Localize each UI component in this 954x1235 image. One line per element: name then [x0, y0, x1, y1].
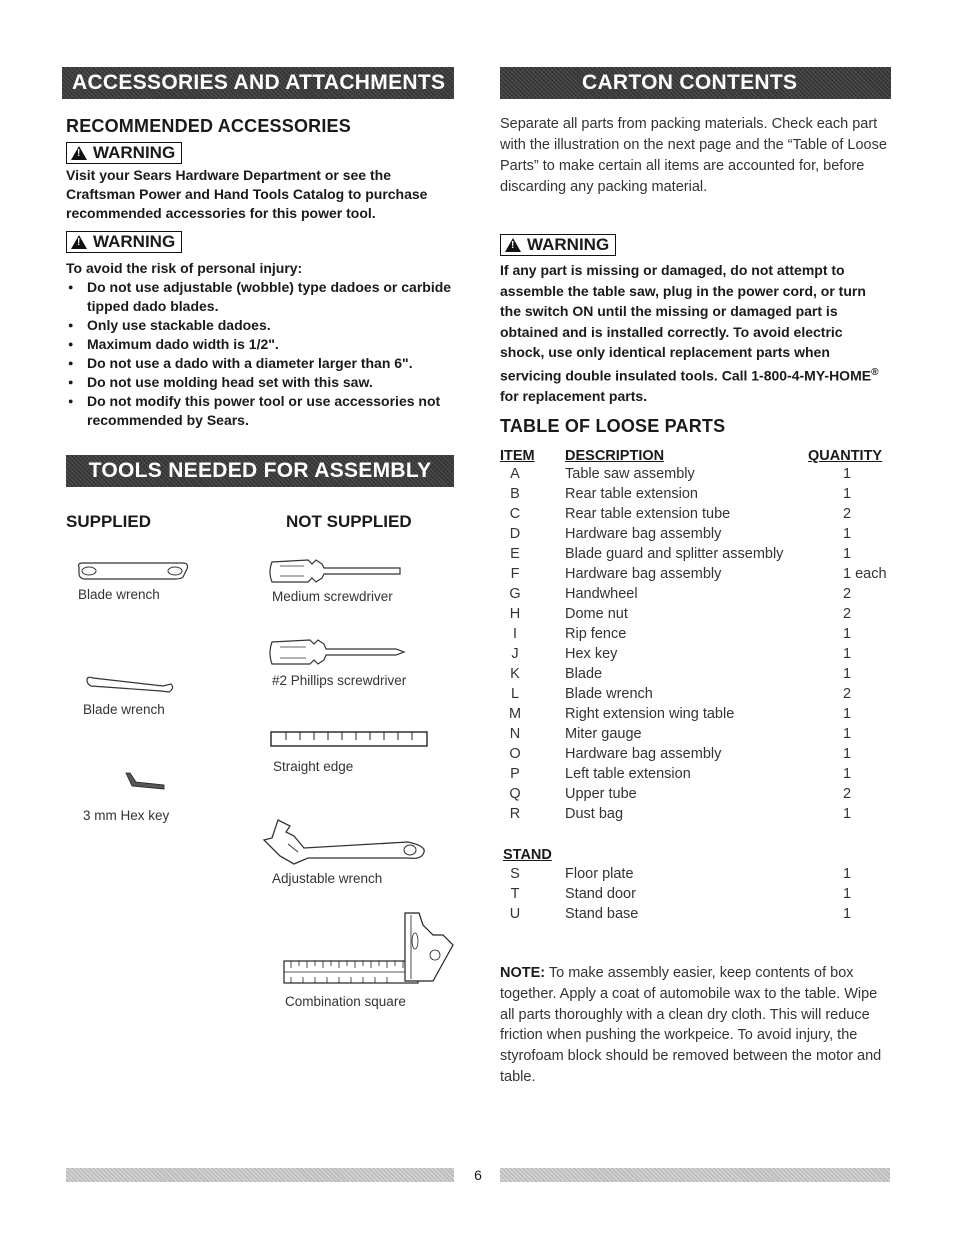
part-item-letter: R	[509, 806, 521, 822]
part-quantity: 2	[843, 506, 852, 522]
part-quantity: 1	[843, 486, 852, 502]
part-item-letter: M	[508, 706, 522, 722]
part-description: Stand door	[565, 886, 636, 902]
part-quantity: 2	[843, 686, 852, 702]
part-description: Stand base	[565, 906, 639, 922]
warning-triangle-icon	[505, 238, 521, 252]
table-row	[500, 746, 900, 766]
part-description: Blade	[565, 666, 603, 682]
part-quantity: 1	[843, 906, 852, 922]
part-quantity: 1	[843, 886, 852, 902]
part-item-letter: Q	[509, 786, 521, 802]
part-item-letter: E	[510, 546, 520, 562]
part-description: Rear table extension	[565, 486, 698, 502]
supplied-tool-caption: 3 mm Hex key	[83, 808, 170, 823]
part-description: Hardware bag assembly	[565, 566, 722, 582]
part-description: Rip fence	[565, 626, 627, 642]
not-supplied-tool-caption: Adjustable wrench	[272, 871, 383, 886]
part-description: Hardware bag assembly	[565, 526, 722, 542]
part-description: Left table extension	[565, 766, 691, 782]
table-row	[500, 886, 900, 906]
part-description: Blade guard and splitter assembly	[565, 546, 784, 562]
table-row	[500, 566, 900, 586]
warning-box-3	[500, 234, 616, 256]
blade-wrench-icon	[75, 561, 191, 581]
combination-square-icon	[283, 911, 455, 987]
not-supplied-heading: NOT SUPPLIED	[286, 512, 412, 531]
part-quantity: 1	[843, 806, 852, 822]
part-item-letter: F	[510, 566, 520, 582]
warning-label: WARNING	[527, 235, 610, 254]
warning-bullet-item: ● Do not use molding head set with this saw.	[66, 373, 458, 392]
supplied-tool-caption: Blade wrench	[83, 702, 165, 717]
supplied-heading: SUPPLIED	[66, 512, 152, 531]
part-description: Right extension wing table	[565, 706, 735, 722]
col-description-header: DESCRIPTION	[565, 448, 665, 464]
not-supplied-tool-caption: #2 Phillips screwdriver	[272, 673, 407, 688]
warning-label: WARNING	[93, 232, 176, 251]
table-row	[500, 466, 900, 486]
part-item-letter: T	[510, 886, 520, 902]
table-of-loose-parts-heading: TABLE OF LOOSE PARTS	[500, 416, 726, 436]
table-row	[500, 726, 900, 746]
tools-banner: TOOLS NEEDED FOR ASSEMBLY	[66, 455, 454, 487]
blade-wrench-icon	[85, 674, 175, 696]
part-item-letter: J	[511, 646, 519, 662]
not-supplied-tool-caption: Straight edge	[273, 759, 354, 774]
part-quantity: 1	[843, 646, 852, 662]
accessories-banner: ACCESSORIES AND ATTACHMENTS	[62, 67, 454, 99]
part-description: Hex key	[565, 646, 618, 662]
table-row	[500, 546, 900, 566]
part-quantity: 1	[843, 766, 852, 782]
not-supplied-tool-caption: Combination square	[285, 994, 406, 1009]
table-row	[500, 786, 900, 806]
col-item-header: ITEM	[500, 448, 535, 464]
part-quantity: 1	[843, 626, 852, 642]
table-row	[500, 766, 900, 786]
part-item-letter: I	[512, 626, 518, 642]
part-description: Rear table extension tube	[565, 506, 731, 522]
phillips-screwdriver-icon	[268, 638, 406, 668]
part-description: Miter gauge	[565, 726, 642, 742]
hex-key-icon	[124, 771, 166, 791]
medium-screwdriver-icon	[268, 558, 402, 586]
part-description: Dust bag	[565, 806, 624, 822]
part-item-letter: U	[509, 906, 521, 922]
table-row	[500, 626, 900, 646]
warning-bullet-item: ● Maximum dado width is 1/2".	[66, 335, 458, 354]
warning-bullet-item: ● Do not modify this power tool or use accessories not recommended by Sears.	[66, 392, 458, 430]
part-item-letter: D	[509, 526, 521, 542]
not-supplied-tool-caption: Medium screwdriver	[272, 589, 393, 604]
carton-intro-text: Separate all parts from packing materials. Check each part with the illustration on the next page and the “Table of Loose Parts” to make certain all items are accounted for, before discarding any packing material.	[500, 116, 887, 195]
carton-contents-banner: CARTON CONTENTS	[500, 67, 891, 99]
part-item-letter: S	[510, 866, 520, 882]
table-row	[500, 686, 900, 706]
table-row	[500, 666, 900, 686]
warning-bullet-item: ● Only use stackable dadoes.	[66, 316, 458, 335]
warning-box-1	[66, 142, 182, 164]
part-item-letter: L	[510, 686, 520, 702]
part-item-letter: G	[509, 586, 521, 602]
part-description: Upper tube	[565, 786, 637, 802]
recommended-accessories-heading: RECOMMENDED ACCESSORIES	[66, 116, 351, 136]
part-description: Table saw assembly	[565, 466, 695, 482]
part-quantity: 1 each	[843, 566, 887, 582]
col-quantity-header: QUANTITY	[808, 448, 883, 464]
supplied-tool-caption: Blade wrench	[78, 587, 160, 602]
table-row	[500, 606, 900, 626]
part-description: Blade wrench	[565, 686, 653, 702]
table-row	[500, 706, 900, 726]
footer-bar-right	[500, 1168, 890, 1182]
part-quantity: 1	[843, 866, 852, 882]
part-quantity: 1	[843, 466, 852, 482]
warning-1-text: Visit your Sears Hardware Department or see the Craftsman Power and Hand Tools Catalog to purchase recommended accessories for this power tool.	[66, 167, 428, 221]
table-row	[500, 906, 900, 926]
warning-box-2	[66, 231, 182, 253]
part-item-letter: K	[510, 666, 520, 682]
part-quantity: 1	[843, 746, 852, 762]
part-quantity: 1	[843, 706, 852, 722]
warning-2-bullets	[66, 278, 458, 430]
part-quantity: 2	[843, 786, 852, 802]
part-description: Hardware bag assembly	[565, 746, 722, 762]
table-row	[500, 506, 900, 526]
part-item-letter: B	[510, 486, 520, 502]
part-item-letter: P	[510, 766, 520, 782]
straight-edge-icon	[270, 731, 428, 747]
part-item-letter: A	[510, 466, 520, 482]
table-row	[500, 486, 900, 506]
warning-3-text: If any part is missing or damaged, do not attempt to assemble the table saw, plug in the power cord, or turn the switch ON until the missing or damaged part is obtained and is installed correctly. To avoid electric shock, use only identical replacement parts when servicing double insulated tools. Call 1-800-4-MY-HOME® for replacement parts.	[500, 262, 879, 405]
table-row	[500, 866, 900, 886]
part-quantity: 1	[843, 726, 852, 742]
table-row	[500, 806, 900, 826]
table-row	[500, 586, 900, 606]
warning-bullet-item: ● Do not use adjustable (wobble) type dadoes or carbide tipped dado blades.	[66, 278, 458, 316]
part-quantity: 1	[843, 526, 852, 542]
warning-triangle-icon	[71, 146, 87, 160]
part-quantity: 1	[843, 666, 852, 682]
part-description: Floor plate	[565, 866, 634, 882]
part-description: Handwheel	[565, 586, 638, 602]
warning-2-intro: To avoid the risk of personal injury:	[66, 260, 303, 276]
warning-2-block	[66, 259, 458, 430]
table-row	[500, 646, 900, 666]
note-label: NOTE:	[500, 965, 546, 981]
part-description: Dome nut	[565, 606, 628, 622]
table-row	[500, 526, 900, 546]
part-quantity: 1	[843, 546, 852, 562]
warning-bullet-item: ● Do not use a dado with a diameter larger than 6".	[66, 354, 458, 373]
part-item-letter: H	[509, 606, 521, 622]
warning-label: WARNING	[93, 143, 176, 162]
part-item-letter: C	[509, 506, 521, 522]
warning-triangle-icon	[71, 235, 87, 249]
part-item-letter: O	[509, 746, 521, 762]
note-text: NOTE: To make assembly easier, keep contents of box together. Apply a coat of automobile wax to the table. Wipe all parts thoroughly with a clean dry cloth. This will reduce friction when pushing the workpeice. To avoid injury, the styrofoam block should be removed between the motor and table.	[500, 965, 882, 1085]
part-item-letter: N	[509, 726, 521, 742]
footer-bar-left	[66, 1168, 454, 1182]
part-quantity: 2	[843, 606, 852, 622]
part-quantity: 2	[843, 586, 852, 602]
page-number: 6	[474, 1167, 482, 1183]
stand-heading: STAND	[503, 847, 552, 863]
adjustable-wrench-icon	[258, 818, 428, 868]
